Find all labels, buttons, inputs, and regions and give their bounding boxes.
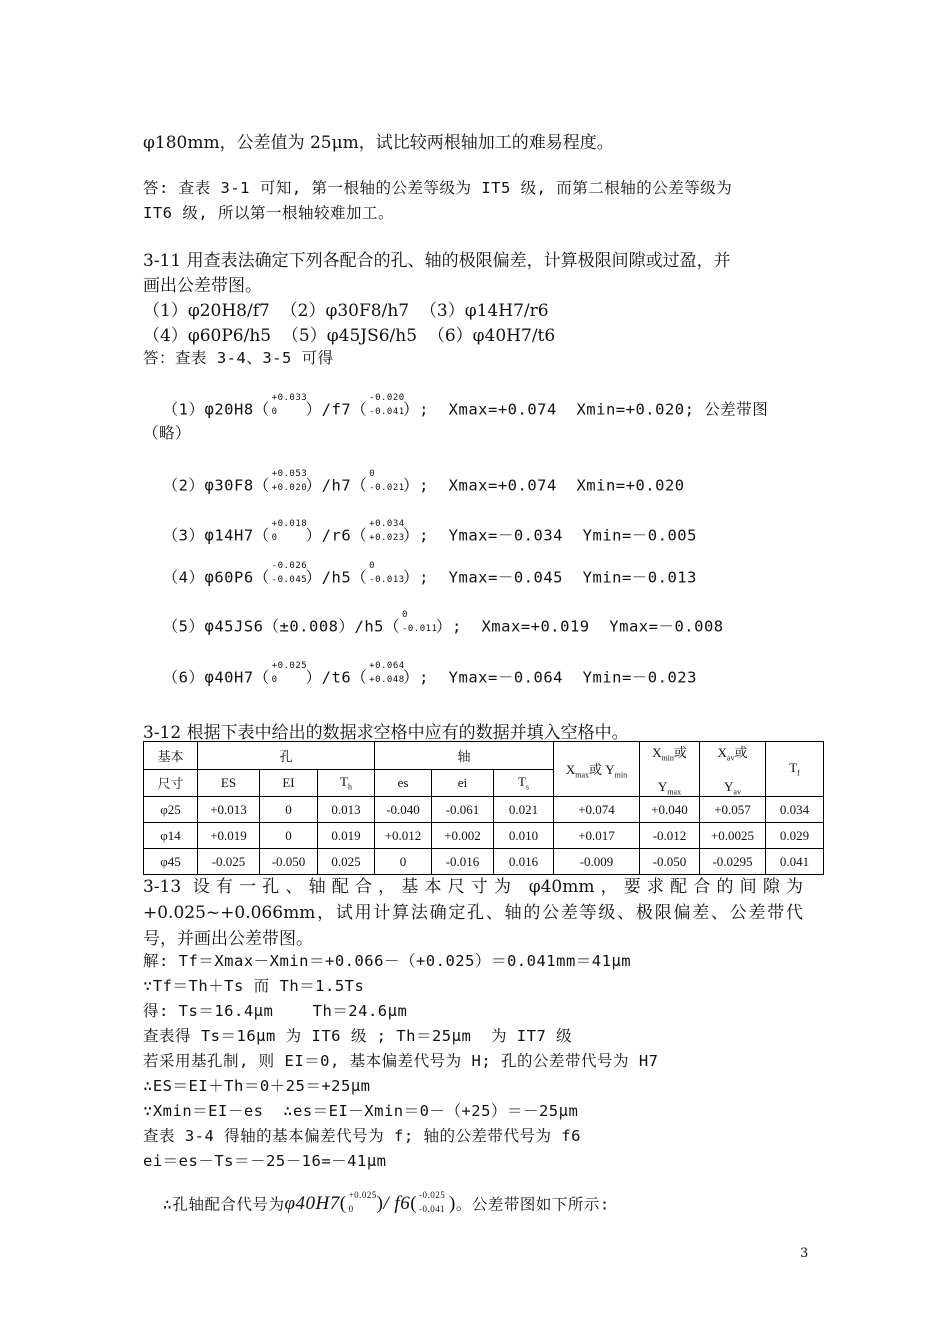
shaft-deviation: +0.034 +0.023 xyxy=(369,519,405,543)
header-es: es xyxy=(375,769,432,797)
solution-line: ∴ES＝EI＋Th＝0＋25＝+25μm xyxy=(143,1077,371,1095)
header-hole: 孔 xyxy=(198,742,375,770)
solution-line: ∵Xmin＝EI－es ∴es＝EI－Xmin＝0－（+25）＝－25μm xyxy=(143,1102,579,1120)
shaft-deviation: +0.064 +0.048 xyxy=(369,661,405,685)
line-continuation: φ180mm，公差值为 25μm，试比较两根轴加工的难易程度。 xyxy=(143,133,614,153)
fit-list: （1）φ20H8/f7 （2）φ30F8/h7 （3）φ14H7/r6 xyxy=(143,301,549,321)
hole-deviation: +0.053 +0.020 xyxy=(271,469,308,493)
header-Th: $T_h$ xyxy=(318,769,375,797)
header-ei: ei xyxy=(432,769,494,797)
solution-line: 若采用基孔制, 则 EI＝0, 基本偏差代号为 H; 孔的公差带代号为 H7 xyxy=(143,1052,659,1070)
hole-deviation: +0.025 0 xyxy=(271,661,308,685)
header-xmax-ymin: $X_{max}$或 $Y_{min}$ xyxy=(554,742,640,797)
table-row: φ14 +0.019 0 0.019 +0.012 +0.002 0.010 +0.017 -0.012 +0.0025 0.029 xyxy=(144,823,824,849)
fit-item-2: （2）φ30F8（ +0.053 +0.020 ）/h7（ 0 -0.021 ）; Xmax=+0.074 Xmin=+0.020 xyxy=(143,451,685,503)
header-xav-yav: $X_{av}$或 $Y_{av}$ xyxy=(700,742,766,797)
question-3-11-cont: 画出公差带图。 xyxy=(143,276,262,296)
fit-item-1: （1）φ20H8（ +0.033 0 ）/f7（ -0.020 -0.041 ）; Xmax=+0.074 Xmin=+0.020; 公差带图 xyxy=(143,375,768,427)
question-3-11: 3-11 用查表法确定下列各配合的孔、轴的极限偏差，计算极限间隙或过盈，并 xyxy=(143,251,731,271)
header-xmin-ymax: $X_{min}$或 $Y_{max}$ xyxy=(640,742,700,797)
tolerance-table xyxy=(143,741,824,875)
question-3-13-cont: 号，并画出公差带图。 xyxy=(143,929,313,949)
fit-item-4: （4）φ60P6（ -0.026 -0.045 ）/h5（ 0 -0.013 ）; Ymax=－0.045 Ymin=－0.013 xyxy=(143,543,697,595)
question-3-13: 3-13 设有一孔、轴配合，基本尺寸为 φ40mm，要求配合的间隙为 xyxy=(143,877,803,897)
hole-deviation: +0.033 0 xyxy=(271,393,308,417)
solution-line: 查表 3-4 得轴的基本偏差代号为 f; 轴的公差带代号为 f6 xyxy=(143,1127,581,1145)
header-Ts: $T_s$ xyxy=(494,769,554,797)
header-tf: $T_f$ xyxy=(766,742,824,797)
header-EI: EI xyxy=(260,769,318,797)
table-row: φ45 -0.025 -0.050 0.025 0 -0.016 0.016 -0.009 -0.050 -0.0295 0.041 xyxy=(144,849,824,875)
page-number: 3 xyxy=(800,1246,809,1261)
question-3-12: 3-12 根据下表中给出的数据求空格中应有的数据并填入空格中。 xyxy=(143,723,629,743)
hole-deviation: +0.018 0 xyxy=(271,519,308,543)
fit-list: （4）φ60P6/h5 （5）φ45JS6/h5 （6）φ40H7/t6 xyxy=(143,326,556,346)
solution-line: 查表得 Ts＝16μm 为 IT6 级 ; Th＝25μm 为 IT7 级 xyxy=(143,1027,573,1045)
solution-line: ∵Tf＝Th＋Ts 而 Th＝1.5Ts xyxy=(143,977,365,995)
fit-item-1-extra: （略） xyxy=(143,424,192,442)
fit-item-5: （5）φ45JS6（±0.008）/h5（ 0 -0.011 ）; Xmax=+0.019 Ymax=－0.008 xyxy=(143,592,724,644)
header-shaft: 轴 xyxy=(375,742,554,770)
answer-line: IT6 级, 所以第一根轴较难加工。 xyxy=(143,204,394,222)
shaft-deviation: 0 -0.021 xyxy=(369,469,405,493)
question-3-13-cont: +0.025~+0.066mm，试用计算法确定孔、轴的公差等级、极限偏差、公差带代 xyxy=(143,903,803,923)
answer-line: 答: 查表 3-1 可知, 第一根轴的公差等级为 IT5 级, 而第二根轴的公差等级为 xyxy=(143,179,733,197)
header-size: 尺寸 xyxy=(144,769,198,797)
table-row: φ25 +0.013 0 0.013 -0.040 -0.061 0.021 +0.074 +0.040 +0.057 0.034 xyxy=(144,797,824,823)
header-ES: ES xyxy=(198,769,260,797)
hole-deviation: -0.026 -0.045 xyxy=(271,561,308,585)
shaft-deviation: 0 -0.011 xyxy=(401,610,438,634)
header-base: 基本 xyxy=(144,742,198,770)
fit-item-3: （3）φ14H7（ +0.018 0 ）/r6（ +0.034 +0.023 ）; Ymax=－0.034 Ymin=－0.005 xyxy=(143,501,697,553)
final-fit-line: ∴孔轴配合代号为φ40H7( +0.025 0 )/ f6( -0.025 -0.041 )。公差带图如下所示: xyxy=(162,1190,610,1215)
solution-line: 得: Ts＝16.4μm Th＝24.6μm xyxy=(143,1002,408,1020)
answer-intro: 答：查表 3-4、3-5 可得 xyxy=(143,349,334,367)
solution-line: 解: Tf＝Xmax－Xmin＝+0.066－（+0.025）＝0.041mm＝41μm xyxy=(143,952,632,970)
fit-item-6: （6）φ40H7（ +0.025 0 ）/t6（ +0.064 +0.048 ）; Ymax=－0.064 Ymin=－0.023 xyxy=(143,643,697,695)
shaft-deviation: 0 -0.013 xyxy=(369,561,405,585)
solution-line: ei＝es－Ts＝－25－16=－41μm xyxy=(143,1152,387,1170)
shaft-deviation: -0.020 -0.041 xyxy=(369,393,405,417)
fit-formula: φ40H7( +0.025 0 )/ f6( -0.025 -0.041 ) xyxy=(284,1190,456,1215)
